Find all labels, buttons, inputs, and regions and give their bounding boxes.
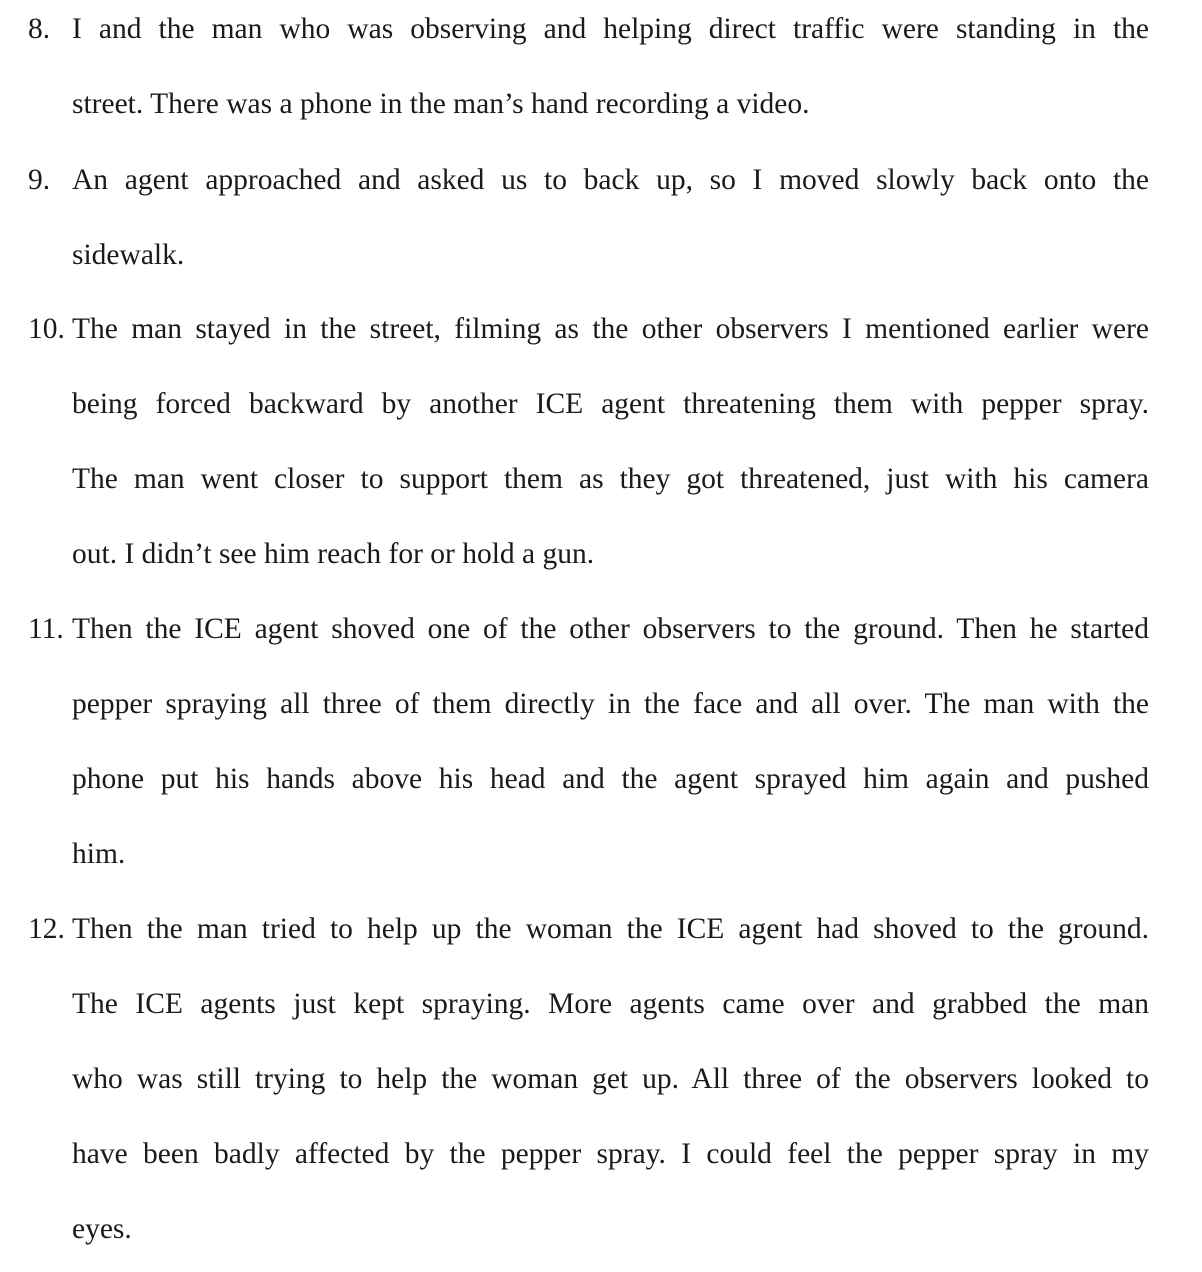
paragraph-line: eyes.: [72, 1213, 132, 1245]
paragraph-line: I and the man who was observing and helping direct traffic were standing in the: [72, 13, 1149, 45]
paragraph-number: 8.: [28, 13, 51, 45]
paragraph-line: Then the ICE agent shoved one of the other observers to the ground. Then he started: [72, 613, 1149, 645]
paragraph-line: sidewalk.: [72, 239, 185, 271]
paragraph-line: being forced backward by another ICE agent threatening them with pepper spray.: [72, 388, 1149, 420]
paragraph-line: The man stayed in the street, filming as the other observers I mentioned earlier were: [72, 313, 1149, 345]
paragraph-line: pepper spraying all three of them directly in the face and all over. The man with the: [72, 688, 1149, 720]
paragraph-number: 10.: [28, 313, 65, 345]
paragraph-line: street. There was a phone in the man’s hand recording a video.: [72, 88, 810, 120]
paragraph-line: who was still trying to help the woman get up. All three of the observers looked to: [72, 1063, 1149, 1095]
paragraph-number: 11.: [28, 613, 64, 645]
paragraph-line: him.: [72, 838, 126, 870]
paragraph-line: Then the man tried to help up the woman the ICE agent had shoved to the ground.: [72, 913, 1149, 945]
paragraph-line: have been badly affected by the pepper spray. I could feel the pepper spray in my: [72, 1138, 1149, 1170]
paragraph-line: phone put his hands above his head and the agent sprayed him again and pushed: [72, 763, 1149, 795]
paragraph-line: out. I didn’t see him reach for or hold a gun.: [72, 538, 595, 570]
paragraph-number: 12.: [28, 913, 65, 945]
paragraph-line: The ICE agents just kept spraying. More agents came over and grabbed the man: [72, 988, 1149, 1020]
paragraph-line: The man went closer to support them as they got threatened, just with his camera: [72, 463, 1149, 495]
paragraph-line: An agent approached and asked us to back up, so I moved slowly back onto the: [72, 164, 1149, 196]
paragraph-number: 9.: [28, 164, 51, 196]
